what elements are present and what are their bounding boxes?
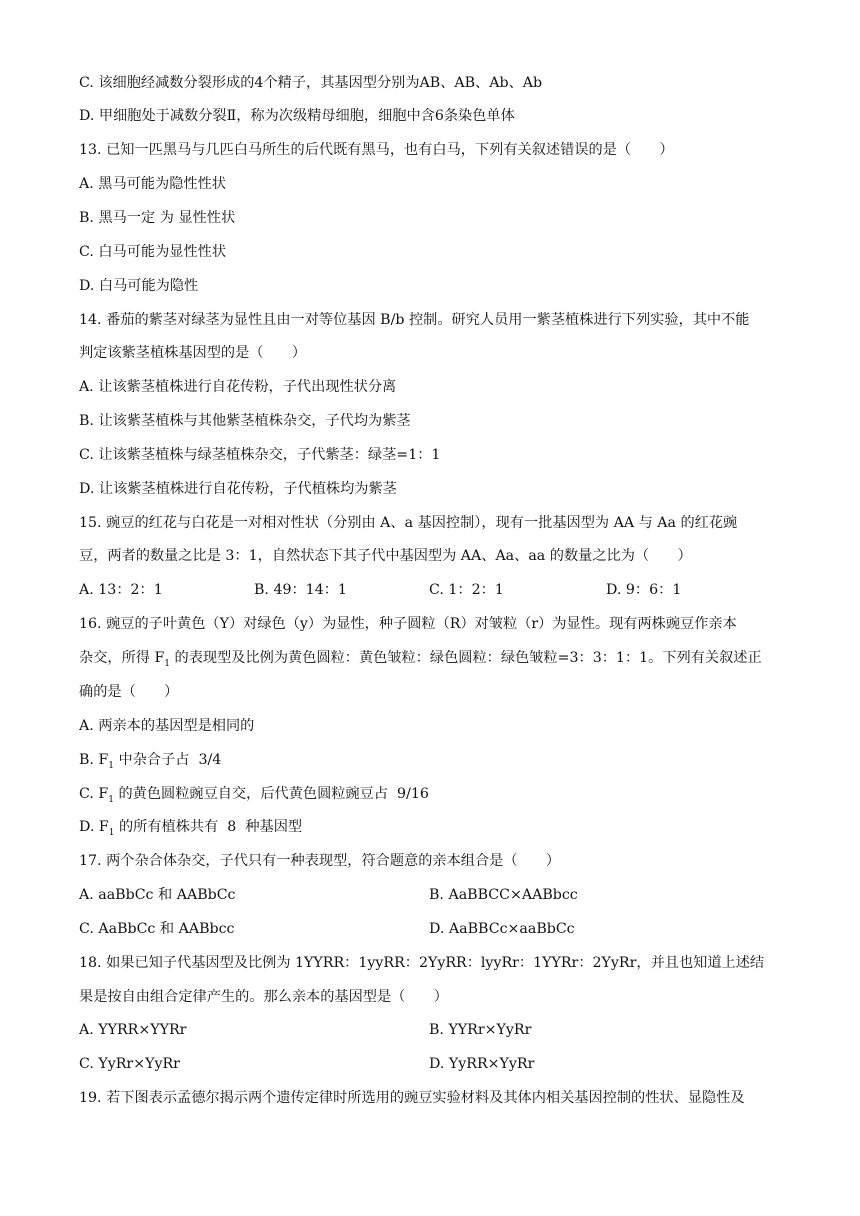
q13-option-b: B. 黑马一定 为 显性性状 [79,210,236,226]
q18-option-d: D. YyRR×YyRr [429,1056,535,1072]
q14-option-d: D. 让该紫茎植株进行自花传粉，子代植株均为紫茎 [79,481,397,497]
q13-option-d: D. 白马可能为隐性 [79,278,199,294]
q17-option-d: D. AaBBCc×aaBbCc [429,921,575,937]
q12-option-d: D. 甲细胞处于减数分裂Ⅱ，称为次级精母细胞，细胞中含6条染色单体 [79,108,515,124]
q15-option-a: A. 13：2：1 [79,582,163,598]
q17-option-a: A. aaBbCc 和 AABbCc [79,887,236,903]
q14-option-a: A. 让该紫茎植株进行自花传粉，子代出现性状分离 [79,379,397,395]
q15-option-c: C. 1：2：1 [429,582,504,598]
q14-option-c: C. 让该紫茎植株与绿茎植株杂交，子代紫茎：绿茎=1：1 [79,447,441,463]
q13-option-c: C. 白马可能为显性性状 [79,244,227,260]
q13-stem: 13. 已知一匹黑马与几匹白马所生的后代既有黑马，也有白马，下列有关叙述错误的是（ ） [79,142,674,158]
q18-stem-line1: 18. 如果已知子代基因型及比例为 1YYRR：1yyRR：2YyRR：lyyRr：1YYRr：2YyRr，并且也知道上述结 [79,955,765,971]
q18-option-b: B. YYRr×YyRr [429,1022,532,1038]
q17-option-b: B. AaBBCC×AABbcc [429,887,578,903]
q16-option-c: C. $F_1$ 的黄色圆粒豌豆自交，后代黄色圆粒豌豆占 9/16 [79,786,429,805]
q13-option-a: A. 黑马可能为隐性性状 [79,176,226,192]
q16-option-b: B. $F_1$ 中杂合子占 3/4 [79,752,222,771]
q16-stem-line1: 16. 豌豆的子叶黄色（Y）对绿色（y）为显性，种子圆粒（R）对皱粒（r）为显性。现有两株豌豆作亲本 [79,616,737,632]
q15-stem-line2: 豆，两者的数量之比是 3：1，自然状态下其子代中基因型为 AA、Aa、aa 的数量之比为（ ） [79,548,692,564]
q18-stem-line2: 果是按自由组合定律产生的。那么亲本的基因型是（ ） [79,989,448,1005]
q16-stem-line2: 杂交，所得 $F_1$ 的表现型及比例为黄色圆粒：黄色皱粒：绿色圆粒：绿色皱粒=3：3：1：1。下列有关叙述正 [79,650,762,669]
q17-option-c: C. AaBbCc 和 AABbcc [79,921,235,937]
q18-option-a: A. YYRR×YYRr [79,1022,187,1038]
q16-stem-line3: 确的是（ ） [79,684,179,700]
q14-option-b: B. 让该紫茎植株与其他紫茎植株杂交，子代均为紫茎 [79,413,411,429]
q14-stem-line2: 判定该紫茎植株基因型的是（ ） [79,345,307,361]
q15-option-d: D. 9：6：1 [606,582,682,598]
q18-option-c: C. YyRr×YyRr [79,1056,180,1072]
q15-stem-line1: 15. 豌豆的红花与白花是一对相对性状（分别由 A、a 基因控制），现有一批基因型为 AA 与 Aa 的红花豌 [79,515,738,531]
q19-stem-line1: 19. 若下图表示孟德尔揭示两个遗传定律时所选用的豌豆实验材料及其体内相关基因控制的性状、显隐性及 [79,1090,745,1106]
q16-option-a: A. 两亲本的基因型是相同的 [79,718,255,734]
q15-option-b: B. 49：14：1 [254,582,347,598]
q16-option-d: D. $F_1$ 的所有植株共有 8 种基因型 [79,819,303,838]
q12-option-c: C. 该细胞经减数分裂形成的4个精子，其基因型分别为AB、AB、Ab、Ab [79,75,543,91]
q17-stem: 17. 两个杂合体杂交，子代只有一种表现型，符合题意的亲本组合是（ ） [79,853,561,869]
q14-stem-line1: 14. 番茄的紫茎对绿茎为显性且由一对等位基因 B/b 控制。研究人员用一紫茎植株进行下列实验，其中不能 [79,312,750,328]
